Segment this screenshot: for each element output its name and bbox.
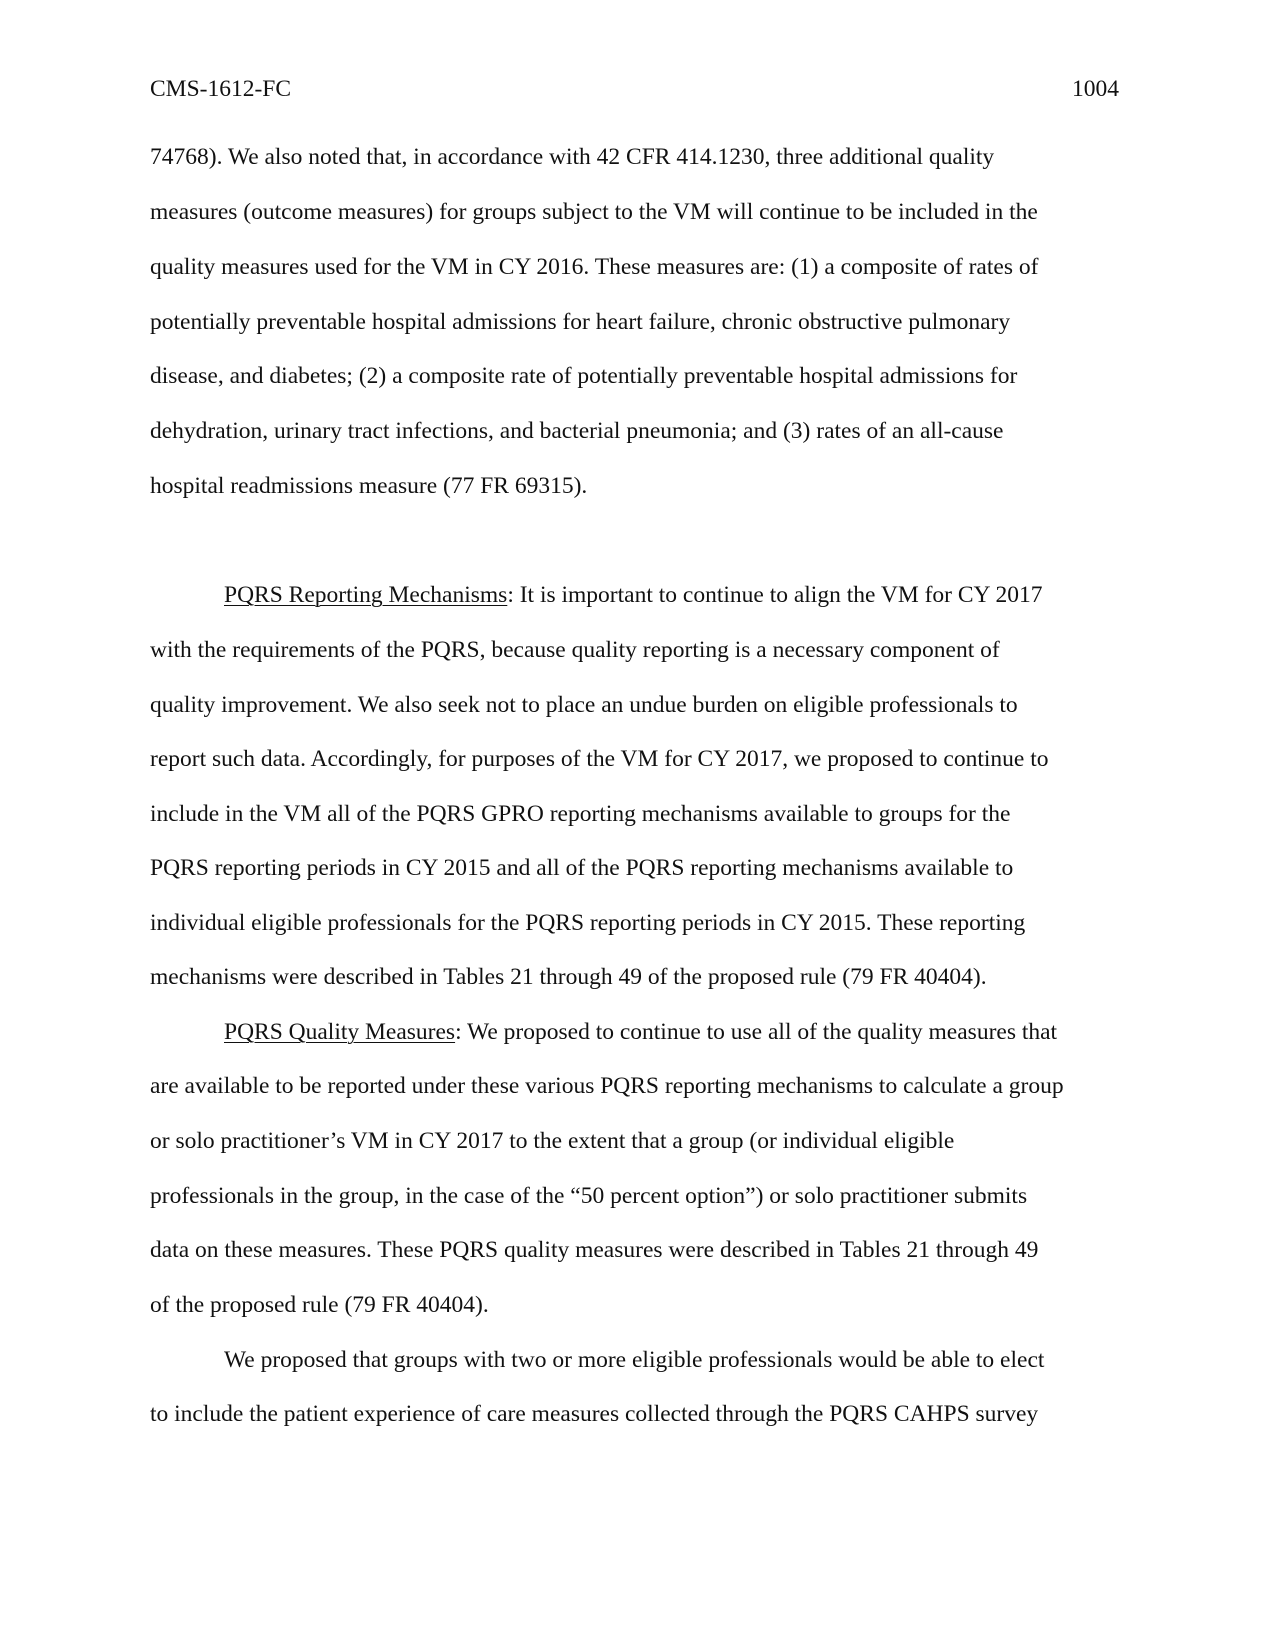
text-line: individual eligible professionals for the PQRS reporting periods in CY 2015. These reporting [150,910,1026,936]
text-line: report such data. Accordingly, for purposes of the VM for CY 2017, we proposed to continue to [150,746,1049,772]
text-line [224,1017,1057,1047]
text-line: data on these measures. These PQRS quality measures were described in Tables 21 through 49 [150,1237,1039,1263]
heading-continuation: : It is important to continue to align the VM for CY 2017 [507,582,1043,608]
text-line: 74768). We also noted that, in accordance with 42 CFR 414.1230, three additional quality [150,144,995,170]
document-id: CMS-1612-FC [150,76,292,102]
text-line [224,580,1043,610]
heading-continuation: : We proposed to continue to use all of the quality measures that [455,1019,1058,1045]
text-line: quality improvement. We also seek not to place an undue burden on eligible professionals to [150,692,1018,718]
text-line: measures (outcome measures) for groups subject to the VM will continue to be included in the [150,199,1038,225]
text-line: of the proposed rule (79 FR 40404). [150,1292,489,1318]
text-line: potentially preventable hospital admissions for heart failure, chronic obstructive pulmonary [150,309,1011,335]
text-line: PQRS reporting periods in CY 2015 and all of the PQRS reporting mechanisms available to [150,855,1014,881]
page-number: 1004 [1072,76,1119,102]
text-line: professionals in the group, in the case of the “50 percent option”) or solo practitioner submits [150,1183,1028,1209]
text-line: include in the VM all of the PQRS GPRO reporting mechanisms available to groups for the [150,801,1011,827]
text-line: We proposed that groups with two or more eligible professionals would be able to elect [224,1347,1045,1373]
text-line: hospital readmissions measure (77 FR 69315). [150,473,588,499]
section-heading-quality-measures: PQRS Quality Measures [224,1019,456,1045]
text-line: dehydration, urinary tract infections, and bacterial pneumonia; and (3) rates of an all-cause [150,418,1004,444]
text-line: are available to be reported under these various PQRS reporting mechanisms to calculate a group [150,1073,1064,1099]
section-heading-reporting-mechanisms: PQRS Reporting Mechanisms [224,582,508,608]
text-line: or solo practitioner’s VM in CY 2017 to the extent that a group (or individual eligible [150,1128,955,1154]
text-line: mechanisms were described in Tables 21 through 49 of the proposed rule (79 FR 40404). [150,964,987,990]
text-line: with the requirements of the PQRS, because quality reporting is a necessary component of [150,637,1000,663]
text-line: quality measures used for the VM in CY 2016. These measures are: (1) a composite of rates of [150,254,1039,280]
text-line: to include the patient experience of care measures collected through the PQRS CAHPS survey [150,1401,1039,1427]
text-line: disease, and diabetes; (2) a composite rate of potentially preventable hospital admissions for [150,363,1018,389]
